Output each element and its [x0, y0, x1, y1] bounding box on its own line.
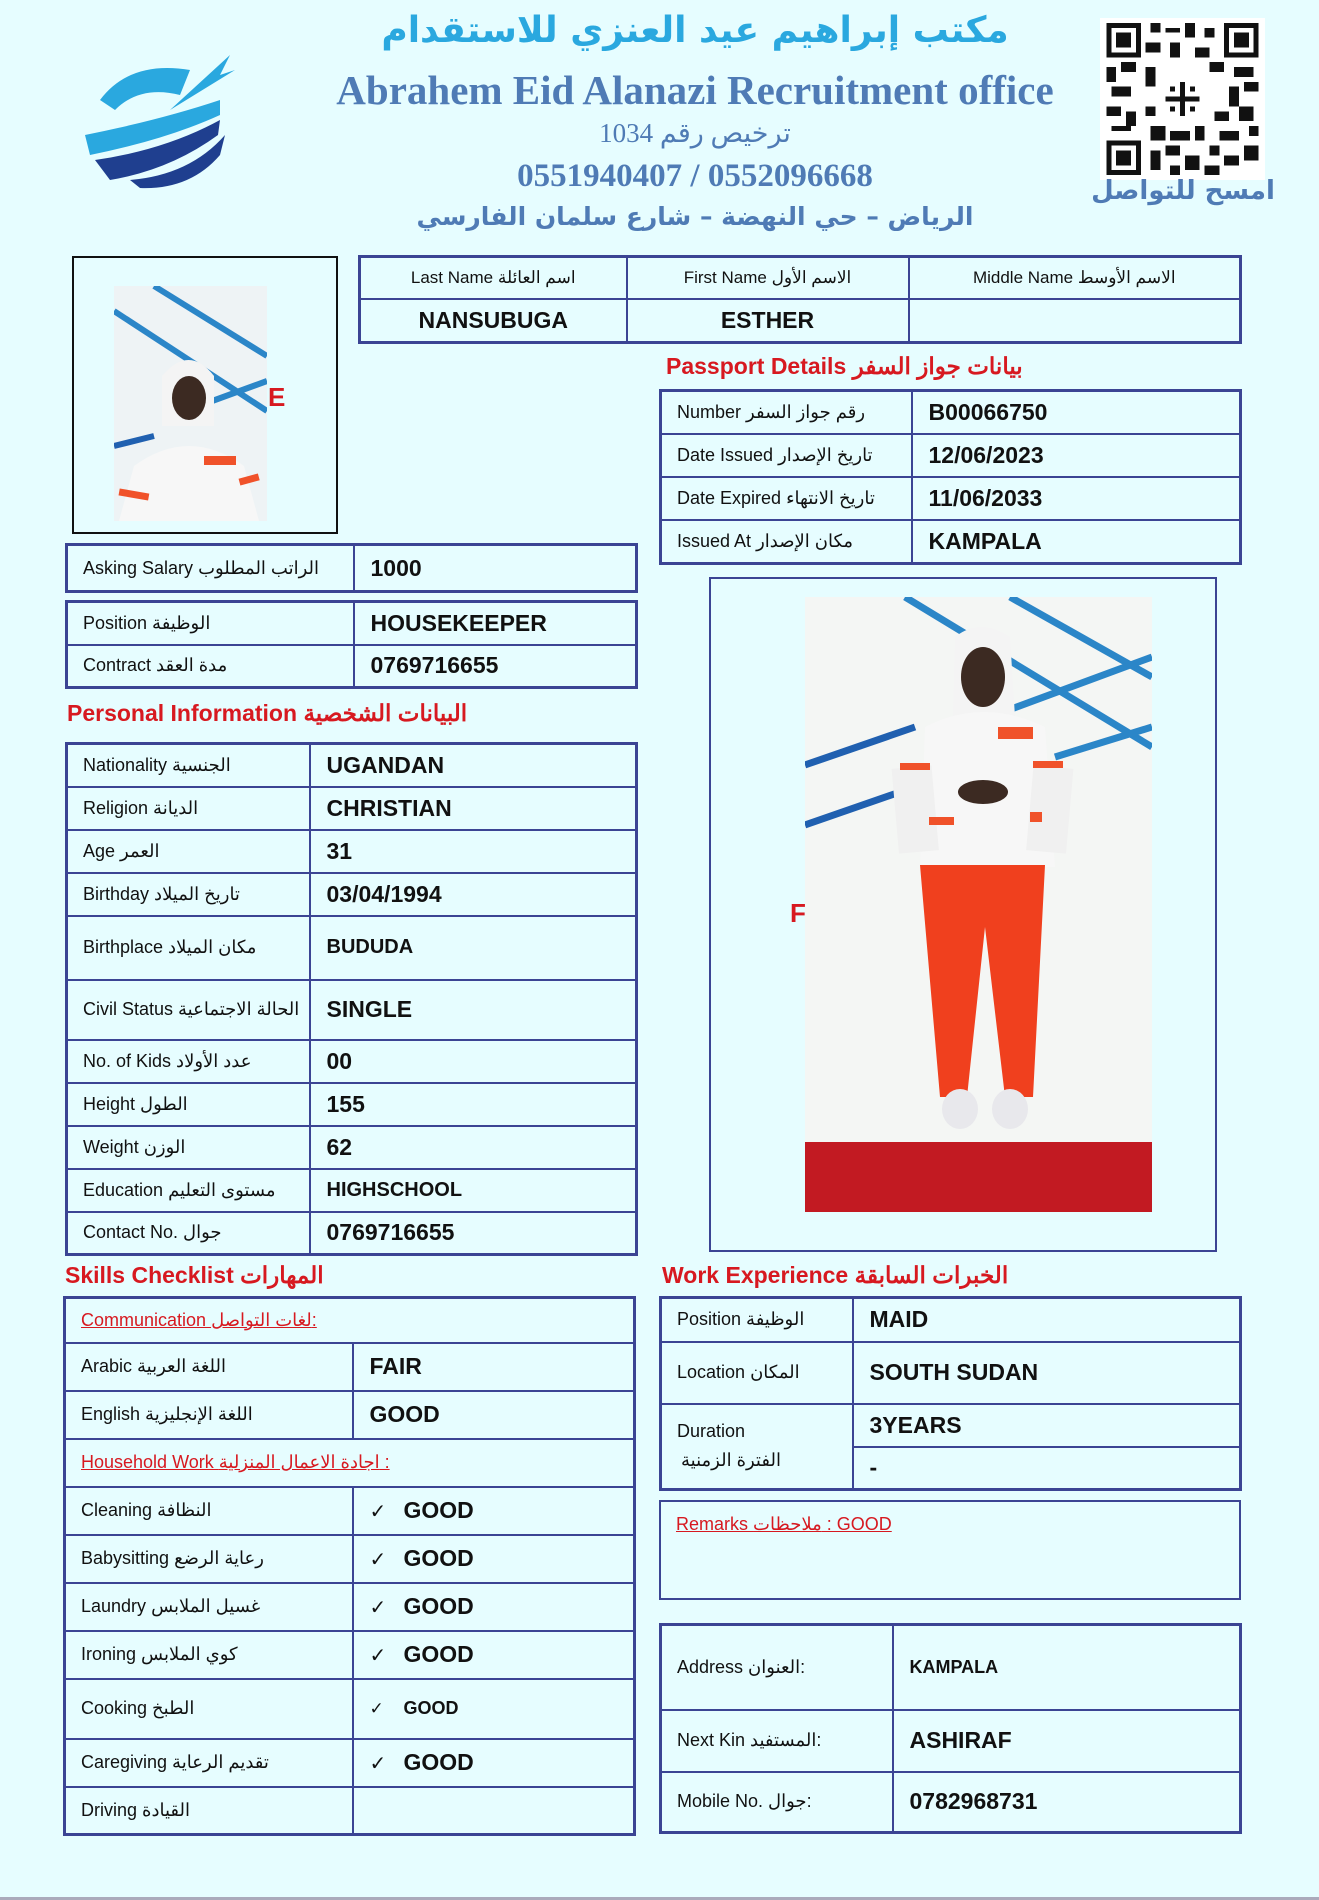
arabic-value: FAIR — [353, 1343, 635, 1391]
work-duration-value: 3YEARS — [853, 1404, 1241, 1447]
passport-expired-label: Date Expired تاريخ الانتهاء — [661, 477, 912, 520]
last-name-value: NANSUBUGA — [360, 299, 627, 343]
skill-row — [65, 1679, 635, 1739]
education-label: Education مستوى التعليم — [67, 1169, 310, 1212]
personal-section-title: Personal Information البيانات الشخصية — [67, 700, 468, 726]
skill-row — [65, 1739, 635, 1787]
skill-row — [65, 1487, 635, 1535]
driving-label: Driving القيادة — [65, 1787, 353, 1835]
first-name-header: First Name الاسم الأول — [627, 257, 909, 299]
personal-row — [67, 873, 637, 916]
skills-table — [63, 1296, 636, 1836]
contact-table — [659, 1623, 1242, 1834]
skills-section-title: Skills Checklist المهارات — [65, 1262, 324, 1288]
office-phones: 0551940407 / 0552096668 — [517, 158, 873, 194]
passport-row-place — [661, 520, 1241, 564]
office-address: الرياض – حي النهضة – شارع سلمان الفارسي — [416, 202, 974, 231]
duration-label-ar: الفترة الزمنية — [681, 1450, 781, 1471]
babysitting-value: GOOD — [403, 1545, 474, 1571]
driving-value — [353, 1787, 635, 1835]
next-kin-value: ASHIRAF — [893, 1710, 1241, 1772]
passport-number-label: Number رقم جواز السفر — [661, 391, 912, 435]
english-label: English اللغة الإنجليزية — [65, 1391, 353, 1439]
personal-row — [67, 1040, 637, 1083]
civil-status-value: SINGLE — [310, 980, 637, 1040]
personal-row — [67, 1212, 637, 1255]
full-body-photo — [805, 597, 1152, 1212]
duration-label-en: Duration — [677, 1421, 746, 1442]
ironing-label: Ironing كوي الملابس — [65, 1631, 353, 1679]
check-icon: ✓ — [369, 1597, 387, 1619]
age-value: 31 — [310, 830, 637, 873]
work-position-label: Position الوظيفة — [661, 1298, 853, 1342]
cooking-value: GOOD — [403, 1698, 459, 1718]
passport-row-expired — [661, 477, 1241, 520]
weight-label: Weight الوزن — [67, 1126, 310, 1169]
birthday-value: 03/04/1994 — [310, 873, 637, 916]
civil-status-label: Civil Status الحالة الاجتماعية — [67, 980, 310, 1040]
address-label: Address العنوان: — [661, 1625, 893, 1710]
work-experience-table — [659, 1296, 1242, 1491]
skill-row — [65, 1631, 635, 1679]
check-icon: ✓ — [369, 1645, 387, 1667]
passport-section-title: Passport Details بيانات جواز السفر — [666, 353, 1023, 379]
first-name-value: ESTHER — [627, 299, 909, 343]
work-location-value: SOUTH SUDAN — [853, 1342, 1241, 1404]
personal-info-table — [65, 742, 638, 1256]
personal-row — [67, 787, 637, 830]
communication-header-text: Communication لغات التواصل: — [81, 1309, 317, 1330]
ironing-value: GOOD — [403, 1641, 474, 1667]
personal-row — [67, 916, 637, 980]
babysitting-label: Babysitting رعاية الرضع — [65, 1535, 353, 1583]
office-logo — [70, 40, 245, 190]
license-number: ترخيص رقم 1034 — [599, 118, 791, 148]
personal-row — [67, 1126, 637, 1169]
last-name-header: Last Name اسم العائلة — [360, 257, 627, 299]
religion-value: CHRISTIAN — [310, 787, 637, 830]
address-value: KAMPALA — [893, 1625, 1241, 1710]
skill-row — [65, 1343, 635, 1391]
english-value: GOOD — [353, 1391, 635, 1439]
passport-table — [659, 389, 1242, 565]
household-header-text: Household Work اجادة الاعمال المنزلية : — [81, 1452, 390, 1472]
passport-number-value: B00066750 — [912, 391, 1241, 435]
laundry-label: Laundry غسيل الملابس — [65, 1583, 353, 1631]
household-header — [65, 1439, 635, 1487]
position-contract-table — [65, 600, 638, 689]
passport-row-issued — [661, 434, 1241, 477]
photo-mark-e: E — [268, 382, 286, 412]
personal-row — [67, 1083, 637, 1126]
passport-place-value: KAMPALA — [912, 520, 1241, 564]
height-label: Height الطول — [67, 1083, 310, 1126]
office-name-english: Abrahem Eid Alanazi Recruitment office — [336, 67, 1054, 113]
salary-value: 1000 — [354, 545, 637, 592]
personal-row — [67, 830, 637, 873]
caregiving-value: GOOD — [403, 1749, 474, 1775]
work-position-value: MAID — [853, 1298, 1241, 1342]
kids-value: 00 — [310, 1040, 637, 1083]
middle-name-value — [909, 299, 1241, 343]
remarks-text: Remarks ملاحظات : GOOD — [676, 1514, 892, 1534]
next-kin-label: Next Kin المستفيد: — [661, 1710, 893, 1772]
passport-issued-value: 12/06/2023 — [912, 434, 1241, 477]
mobile-value: 0782968731 — [893, 1772, 1241, 1833]
portrait-photo — [114, 286, 267, 521]
passport-issued-label: Date Issued تاريخ الإصدار — [661, 434, 912, 477]
cleaning-value: GOOD — [403, 1497, 474, 1523]
work-location-label: Location المكان — [661, 1342, 853, 1404]
contact-label: Contact No. جوال — [67, 1212, 310, 1255]
skill-row — [65, 1391, 635, 1439]
passport-row-number — [661, 391, 1241, 435]
check-icon: ✓ — [369, 1549, 387, 1571]
middle-name-header: Middle Name الاسم الأوسط — [909, 257, 1241, 299]
salary-label: Asking Salary الراتب المطلوب — [67, 545, 354, 592]
contact-value: 0769716655 — [310, 1212, 637, 1255]
height-value: 155 — [310, 1083, 637, 1126]
globe-arrow-logo-icon — [70, 40, 245, 190]
laundry-value: GOOD — [403, 1593, 474, 1619]
birthplace-label: Birthplace مكان الميلاد — [67, 916, 310, 980]
nationality-value: UGANDAN — [310, 744, 637, 787]
contract-label: Contract مدة العقد — [67, 645, 354, 688]
work-section-title: Work Experience الخبرات السابقة — [662, 1262, 1009, 1288]
communication-header — [65, 1298, 635, 1343]
salary-table — [65, 543, 638, 593]
religion-label: Religion الديانة — [67, 787, 310, 830]
nationality-label: Nationality الجنسية — [67, 744, 310, 787]
qr-code-icon[interactable] — [1100, 18, 1265, 180]
birthplace-value: BUDUDA — [310, 916, 637, 980]
names-table — [358, 255, 1242, 344]
position-label: Position الوظيفة — [67, 602, 354, 645]
check-icon: ✓ — [369, 1753, 387, 1775]
birthday-label: Birthday تاريخ الميلاد — [67, 873, 310, 916]
age-label: Age العمر — [67, 830, 310, 873]
work-duration-value-2: - — [853, 1447, 1241, 1490]
qr-caption: امسح للتواصل — [1091, 176, 1275, 206]
position-value: HOUSEKEEPER — [354, 602, 637, 645]
education-value: HIGHSCHOOL — [310, 1169, 637, 1212]
skill-row — [65, 1535, 635, 1583]
passport-expired-value: 11/06/2033 — [912, 477, 1241, 520]
mobile-label: Mobile No. جوال: — [661, 1772, 893, 1833]
photo-mark-f: F — [790, 898, 806, 928]
personal-row — [67, 1169, 637, 1212]
personal-row — [67, 744, 637, 787]
skill-row — [65, 1787, 635, 1835]
work-duration-label — [661, 1404, 853, 1490]
check-icon: ✓ — [369, 1699, 384, 1718]
arabic-label: Arabic اللغة العربية — [65, 1343, 353, 1391]
kids-label: No. of Kids عدد الأولاد — [67, 1040, 310, 1083]
office-name-arabic: مكتب إبراهيم عيد العنزي للاستقدام — [381, 10, 1009, 51]
cooking-label: Cooking الطبخ — [65, 1679, 353, 1739]
check-icon: ✓ — [369, 1501, 387, 1523]
contract-value: 0769716655 — [354, 645, 637, 688]
passport-place-label: Issued At مكان الإصدار — [661, 520, 912, 564]
remarks-box — [659, 1500, 1241, 1600]
personal-row — [67, 980, 637, 1040]
caregiving-label: Caregiving تقديم الرعاية — [65, 1739, 353, 1787]
cleaning-label: Cleaning النظافة — [65, 1487, 353, 1535]
weight-value: 62 — [310, 1126, 637, 1169]
skill-row — [65, 1583, 635, 1631]
